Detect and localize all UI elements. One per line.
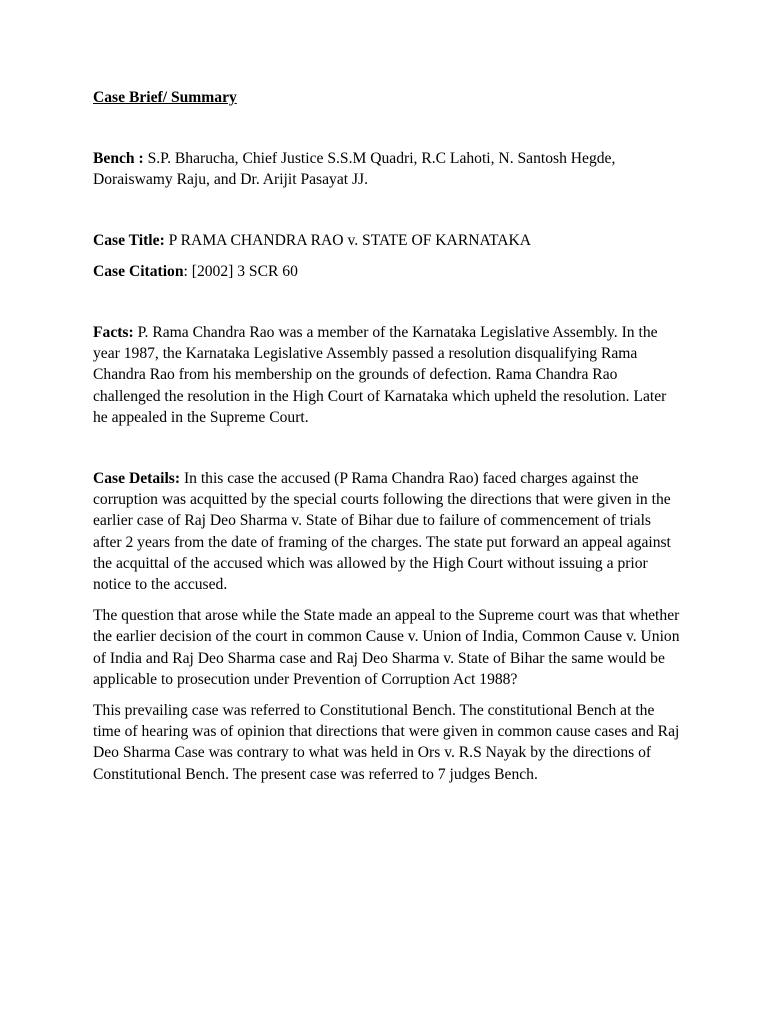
case-title-text: P RAMA CHANDRA RAO v. STATE OF KARNATAKA [164, 231, 532, 249]
document-title: Case Brief/ Summary [93, 89, 237, 106]
case-citation-label: Case Citation [93, 262, 184, 280]
document-page [93, 87, 683, 785]
case-details-label: Case Details: [93, 470, 181, 488]
question-paragraph: The question that arose while the State made an appeal to the Supreme court was that whether the earlier decision of the court in common Cause v. Union of India, Common Cause v. Union of India and Raj Deo Sharma case and Raj Deo Sharma v. State of Bihar the same would be applicable to prosecution under Prevention of Corruption Act 1988? [93, 607, 680, 688]
facts-label: Facts: [93, 324, 134, 342]
bench-paragraph [93, 148, 683, 190]
case-details-text: In this case the accused (P Rama Chandra Rao) faced charges against the corruption was acquitted by the special courts following the directions that were given in the earlier case of Raj Deo Sharma v. State of Bihar due to failure of commencement of trials after 2 years from the date of framing of the charges. The state put forward an appeal against the acquittal of the accused which was allowed by the High Court without issuing a prior notice to the accused. [93, 470, 671, 594]
facts-text: P. Rama Chandra Rao was a member of the Karnataka Legislative Assembly. In the year 1987, the Karnataka Legislative Assembly passed a resolution disqualifying Rama Chandra Rao from his membership on the grounds of defection. Rama Chandra Rao challenged the resolution in the High Court of Karnataka which upheld the resolution. Later he appealed in the Supreme Court. [93, 324, 667, 426]
referral-paragraph: This prevailing case was referred to Constitutional Bench. The constitutional Bench at the time of hearing was of opinion that directions that were given in common cause cases and Raj Deo Sharma Case was contrary to what was held in Ors v. R.S Nayak by the directions of Constitutional Bench. The present case was referred to 7 judges Bench. [93, 702, 680, 783]
case-citation-text: : [2002] 3 SCR 60 [183, 262, 298, 280]
bench-text: S.P. Bharucha, Chief Justice S.S.M Quadri, R.C Lahoti, N. Santosh Hegde, Doraiswamy Raju, and Dr. Arijit Pasayat JJ. [93, 150, 616, 189]
case-title-label: Case Title: [93, 231, 165, 249]
bench-label: Bench : [93, 150, 144, 168]
facts-paragraph [93, 322, 683, 428]
case-citation-paragraph [93, 261, 683, 282]
case-title-paragraph [93, 230, 683, 251]
case-details-paragraph [93, 468, 683, 595]
